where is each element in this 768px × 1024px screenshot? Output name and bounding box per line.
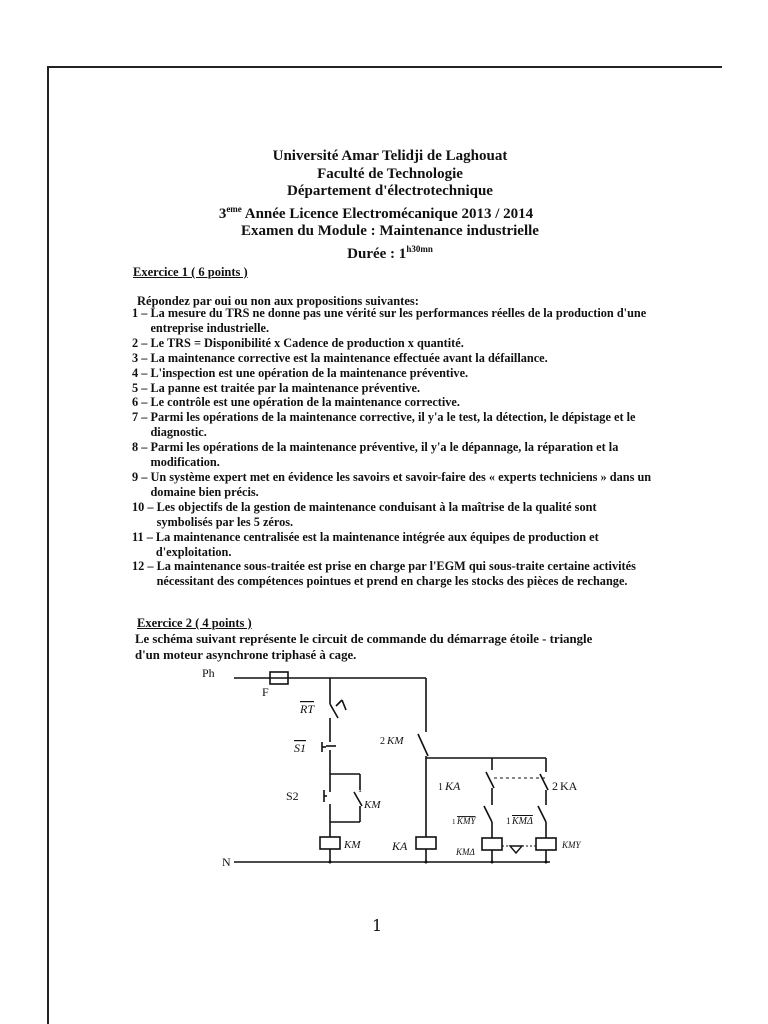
km-coil-label: KM: [344, 839, 361, 851]
list-item: 12 – La maintenance sous-traitée est prise en charge par l'EGM qui sous-traite certaine activités nécessitant des compétences pointues et prend en charge les stocks des pièces de rechange.: [132, 559, 636, 589]
exercise1-title: Exercice 1 ( 6 points ): [133, 265, 248, 279]
list-item: 4 – L'inspection est une opération de la maintenance préventive.: [132, 365, 469, 380]
year-superscript: eme: [226, 203, 242, 214]
list-item: 5 – La panne est traitée par la maintenance préventive.: [132, 380, 421, 395]
year-text: Année Licence Electromécanique 2013 / 2014: [241, 205, 534, 222]
exercise2-line2: d'un moteur asynchrone triphasé à cage.: [135, 647, 357, 662]
duration-superscript: h30mn: [406, 243, 433, 254]
exercise2-line1: Le schéma suivant représente le circuit de commande du démarrage étoile - triangle: [135, 632, 593, 646]
km-coil-symbol: [320, 837, 340, 849]
exercise2-title: Exercice 2 ( 4 points ): [137, 616, 252, 630]
list-item: 8 – Parmi les opérations de la maintenance préventive, il y'a le dépannage, la réparation et la modification.: [132, 440, 619, 470]
exam-header: [200, 148, 580, 263]
kmy-contact-prefix: 1: [452, 818, 456, 826]
s1-label: S1: [294, 741, 306, 755]
left-border-line: [47, 66, 49, 1024]
exam-module: Examen du Module : Maintenance industrielle: [241, 223, 539, 239]
kmd-contact-prefix: 1: [506, 816, 511, 826]
list-item: 10 – Les objectifs de la gestion de maintenance conduisant à la maîtrise de la qualité sont symbolisés par les 5 zéros.: [132, 499, 597, 529]
kmd-coil-label: KMΔ: [456, 847, 475, 857]
department-name: Département d'électrotechnique: [287, 183, 493, 199]
km-hold-prefix: 1: [358, 785, 362, 794]
s2-label: S2: [286, 789, 299, 803]
exam-duration: [200, 241, 580, 264]
rt-label: RT: [300, 702, 315, 716]
ka-contact-label: KA: [445, 779, 461, 793]
exercise1-intro: Répondez par oui ou non aux propositions suivantes:: [137, 294, 419, 308]
fuse-label: F: [262, 685, 269, 699]
neutral-label: N: [222, 855, 231, 869]
list-item: 7 – Parmi les opérations de la maintenance corrective, il y'a le test, la détection, le dépistage et le diagnostic.: [132, 410, 636, 440]
ka-coil-label: KA: [392, 839, 408, 853]
year-number: 3: [218, 205, 227, 222]
top-border-line: [48, 66, 722, 68]
kmy-contact-label: KMY: [457, 816, 476, 826]
km2-prefix: 2: [380, 736, 385, 747]
list-item: 3 – La maintenance corrective est la maintenance effectuée avant la défaillance.: [132, 350, 548, 365]
ka2-prefix: 2: [552, 779, 558, 793]
list-item: 1 – La mesure du TRS ne donne pas une vérité sur les performances réelles de la production d'une entreprise industrielle.: [132, 306, 647, 335]
km-hold-label: KM: [364, 799, 381, 811]
star-delta-control-circuit: [190, 660, 610, 885]
ka-coil-symbol: [416, 837, 436, 849]
duration-label: Durée : 1: [347, 245, 407, 262]
exercise2-statement: [135, 632, 592, 663]
faculty-name: Faculté de Technologie: [317, 165, 463, 182]
phase-label: Ph: [202, 666, 215, 680]
page-number: 1: [372, 916, 383, 935]
kmd-contact-label: KMΔ: [512, 816, 533, 827]
exercise1-items: [132, 306, 652, 589]
km2-label: KM: [387, 735, 404, 747]
university-name: Université Amar Telidji de Laghouat: [272, 148, 508, 164]
academic-year: [186, 201, 566, 224]
ka2-label: KA: [560, 779, 578, 793]
kmd-coil-symbol: [482, 838, 502, 850]
list-item: 6 – Le contrôle est une opération de la maintenance corrective.: [132, 395, 460, 410]
ka-prefix: 1: [438, 782, 443, 793]
list-item: 9 – Un système expert met en évidence les savoirs et savoir-faire des « experts techniciens » dans un domaine bien précis.: [132, 469, 652, 499]
kmy-coil-symbol: [536, 838, 556, 850]
list-item: 2 – Le TRS = Disponibilité x Cadence de production x quantité.: [132, 335, 464, 350]
kmy-coil-label: KMY: [562, 840, 581, 850]
list-item: 11 – La maintenance centralisée est la maintenance intégrée aux équipes de production et d'exploitation.: [132, 529, 599, 559]
